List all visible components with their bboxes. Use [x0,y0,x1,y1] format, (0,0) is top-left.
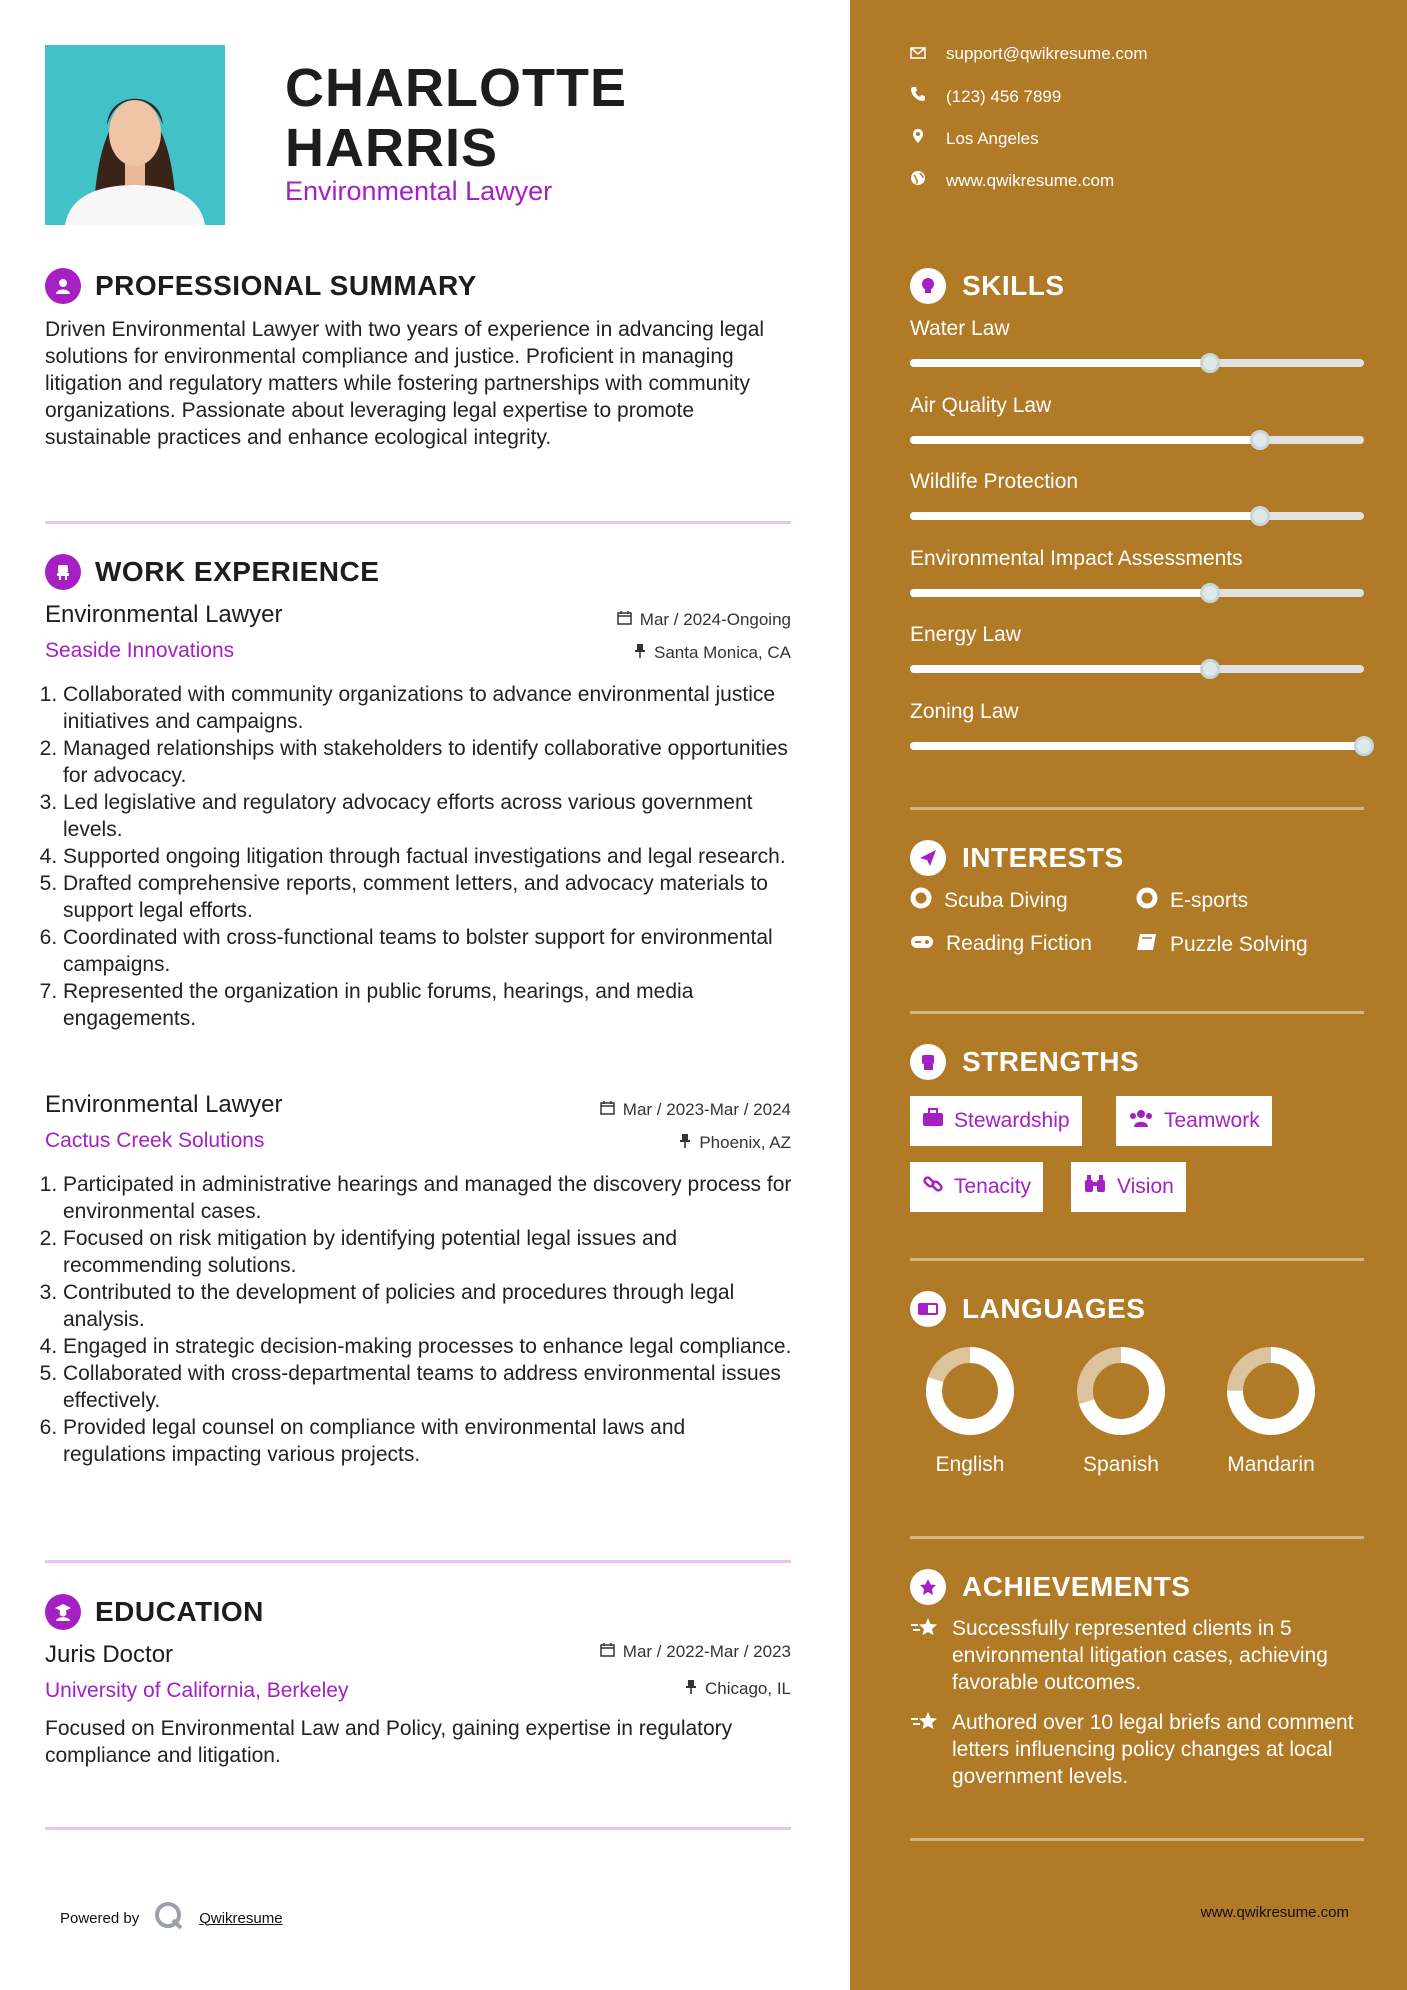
skill-bar-fill [910,742,1364,750]
divider [910,807,1364,810]
email-text[interactable]: support@qwikresume.com [946,44,1148,63]
candidate-name [285,58,627,178]
achievements-title: ACHIEVEMENTS [962,1571,1191,1602]
interest-label: Puzzle Solving [1170,933,1308,956]
phone-icon [910,86,926,107]
languages-heading [910,1291,1145,1327]
skill-bar [910,665,1364,673]
job-title: Environmental Lawyer [45,1091,283,1118]
degree-title: Juris Doctor [45,1641,174,1668]
education-location-text: Chicago, IL [705,1679,791,1698]
job-company: Seaside Innovations [45,639,235,662]
gamepad-icon [910,932,934,956]
powered-by [60,1900,283,1936]
divider [910,1011,1364,1014]
job-duties [63,1171,793,1468]
work-title: WORK EXPERIENCE [95,556,380,587]
skill-label: Wildlife Protection [910,470,1079,493]
translate-icon [910,1291,946,1327]
life-ring-icon [910,887,932,915]
list-item: 3. Led legislative and regulatory advocacy efforts across various government levels. [63,789,793,843]
strengths-title: STRENGTHS [962,1046,1140,1077]
contact-email [910,44,1148,64]
achievement-text: Authored over 10 legal briefs and comment letters influencing policy changes at local government levels. [952,1711,1354,1788]
binoculars-icon [1083,1174,1107,1200]
skill-item [910,700,1364,750]
calendar-icon [600,1642,615,1662]
skill-label: Air Quality Law [910,393,1052,417]
skill-item [910,470,1364,520]
calendar-icon [600,1100,615,1120]
map-marker-icon [910,128,926,149]
strengths-heading [910,1044,1139,1080]
skill-item [910,394,1364,444]
skill-label: Environmental Impact Assessments [910,546,1243,570]
job-duties [63,681,793,1032]
fist-icon [910,1044,946,1080]
job-date [617,610,791,630]
achievements-heading [910,1569,1190,1605]
list-item: 2. Focused on risk mitigation by identifying potential legal issues and recommending solutions. [63,1225,793,1279]
skills-heading [910,268,1065,304]
skill-bar [910,512,1364,520]
shooting-star-icon [910,1615,940,1696]
star-icon [910,1569,946,1605]
divider [910,1838,1364,1841]
skill-level-handle [1200,583,1220,603]
language-label: Mandarin [1227,1453,1315,1476]
globe-icon [910,170,926,191]
education-title: EDUCATION [95,1596,264,1627]
book-icon [1136,932,1158,958]
achievement-text: Successfully represented clients in 5 environmental litigation cases, achieving favorable outcomes. [952,1617,1328,1694]
skill-bar-fill [910,512,1260,520]
interest-item [910,887,1068,915]
skill-level-handle [1250,430,1270,450]
interest-item [910,932,1092,956]
users-icon [1128,1108,1154,1134]
strength-badge [1071,1162,1186,1212]
job-location [634,643,791,663]
job-location-text: Santa Monica, CA [653,643,791,662]
skill-bar [910,589,1364,597]
education-date [600,1642,791,1662]
name-line-2: HARRIS [285,118,499,178]
list-item: 5. Collaborated with cross-departmental teams to address environmental issues effectively. [63,1360,793,1414]
location-text: Los Angeles [946,128,1039,148]
divider [45,1560,791,1563]
divider [45,521,791,524]
languages-title: LANGUAGES [962,1293,1146,1324]
divider [910,1258,1364,1261]
skill-item [910,623,1364,673]
pin-icon [634,643,646,663]
education-heading [45,1594,264,1630]
graduate-icon [45,1594,81,1630]
education-text: Focused on Environmental Law and Policy, gaining expertise in regulatory compliance and litigation. [45,1717,733,1767]
job-date-text: Mar / 2024-Ongoing [639,610,791,629]
briefcase-icon [922,1108,944,1134]
divider [45,1827,791,1830]
website-text[interactable]: www.qwikresume.com [946,170,1115,190]
list-item: 6. Provided legal counsel on compliance with environmental laws and regulations impacting various projects. [63,1414,793,1468]
interest-item [1136,887,1248,915]
skill-bar-fill [910,359,1210,367]
contact-website [910,170,1114,191]
skill-bar-fill [910,589,1210,597]
link-icon [922,1173,944,1201]
language-label: English [935,1453,1005,1476]
skill-bar [910,436,1364,444]
pin-icon [685,1679,697,1699]
skill-level-handle [1200,659,1220,679]
strength-badge [910,1162,1043,1212]
job-location-text: Phoenix, AZ [699,1133,791,1152]
strength-label: Stewardship [954,1109,1070,1132]
list-item: 5. Drafted comprehensive reports, comment letters, and advocacy materials to support legal efforts. [63,870,793,924]
divider [910,1536,1364,1539]
interest-label: E-sports [1170,889,1249,912]
summary-heading [45,268,477,304]
powered-by-label: Powered by [60,1909,140,1927]
contact-phone [910,86,1061,107]
education-date-text: Mar / 2022-Mar / 2023 [622,1642,791,1661]
name-line-1: CHARLOTTE [285,58,627,118]
summary-text: Driven Environmental Lawyer with two years of experience in advancing legal solutions for environmental compliance and justice. Proficient in managing litigation and regulatory matters while fostering partnerships with community organizations. Passionate about leveraging legal expertise to promote sustainable practices and enhance ecological integrity. [45,318,765,449]
job-company: Cactus Creek Solutions [45,1129,265,1152]
language-proficiency-ring [1073,1343,1169,1439]
skill-bar [910,359,1364,367]
interests-heading [910,840,1124,876]
skill-label: Zoning Law [910,699,1019,723]
job-location [679,1133,791,1153]
lightbulb-icon [910,268,946,304]
achievement-item [910,1709,1360,1790]
list-item: 6. Coordinated with cross-functional teams to bolster support for environmental campaigns. [63,924,793,978]
skill-label: Energy Law [910,623,1021,646]
footer-website[interactable]: www.qwikresume.com [1200,1904,1349,1921]
skills-title: SKILLS [962,270,1065,301]
strength-label: Teamwork [1164,1109,1260,1132]
pin-icon [679,1133,691,1153]
paper-plane-icon [910,840,946,876]
skill-item [910,317,1364,367]
skill-bar [910,742,1364,750]
envelope-icon [910,44,926,64]
language-proficiency-ring [1223,1343,1319,1439]
list-item: 3. Contributed to the development of policies and procedures through legal analysis. [63,1279,793,1333]
qwikresume-logo-icon [153,1900,185,1936]
language-proficiency-ring [922,1343,1018,1439]
life-ring-icon [1136,887,1158,915]
strength-label: Tenacity [954,1175,1032,1198]
strength-label: Vision [1117,1175,1174,1198]
school-name: University of California, Berkeley [45,1679,349,1702]
language-label: Spanish [1083,1453,1159,1476]
skill-level-handle [1200,353,1220,373]
language-item [1066,1343,1176,1477]
skill-bar-fill [910,665,1210,673]
qwikresume-link[interactable]: Qwikresume [199,1909,283,1927]
strength-badge [1116,1096,1272,1146]
list-item: 7. Represented the organization in public forums, hearings, and media engagements. [63,978,793,1032]
interest-item [1136,932,1308,958]
phone-text: (123) 456 7899 [946,86,1062,106]
list-item: 1. Participated in administrative hearings and managed the discovery process for environmental cases. [63,1171,793,1225]
contact-location [910,128,1039,149]
language-item [915,1343,1025,1477]
skill-level-handle [1250,506,1270,526]
shooting-star-icon [910,1709,940,1790]
language-item [1216,1343,1326,1477]
interests-title: INTERESTS [962,842,1124,873]
user-icon [45,268,81,304]
list-item: 4. Engaged in strategic decision-making processes to enhance legal compliance. [63,1333,793,1360]
skill-label: Water Law [910,317,1010,340]
summary-title: PROFESSIONAL SUMMARY [95,270,477,301]
list-item: 4. Supported ongoing litigation through factual investigations and legal research. [63,843,793,870]
education-location [685,1679,791,1699]
chair-icon [45,554,81,590]
job-date-text: Mar / 2023-Mar / 2024 [622,1100,791,1119]
list-item: 2. Managed relationships with stakeholders to identify collaborative opportunities for advocacy. [63,735,793,789]
interest-label: Scuba Diving [944,889,1068,912]
profile-photo [45,45,225,225]
skill-item [910,547,1364,597]
interest-label: Reading Fiction [946,932,1092,955]
job-title: Environmental Lawyer [45,601,283,628]
candidate-role: Environmental Lawyer [285,176,553,206]
skill-bar-fill [910,436,1260,444]
job-date [600,1100,791,1120]
calendar-icon [617,610,632,630]
list-item: 1. Collaborated with community organizations to advance environmental justice initiatives and campaigns. [63,681,793,735]
achievement-item [910,1615,1360,1696]
skill-level-handle [1354,736,1374,756]
work-heading [45,554,379,590]
strength-badge [910,1096,1082,1146]
